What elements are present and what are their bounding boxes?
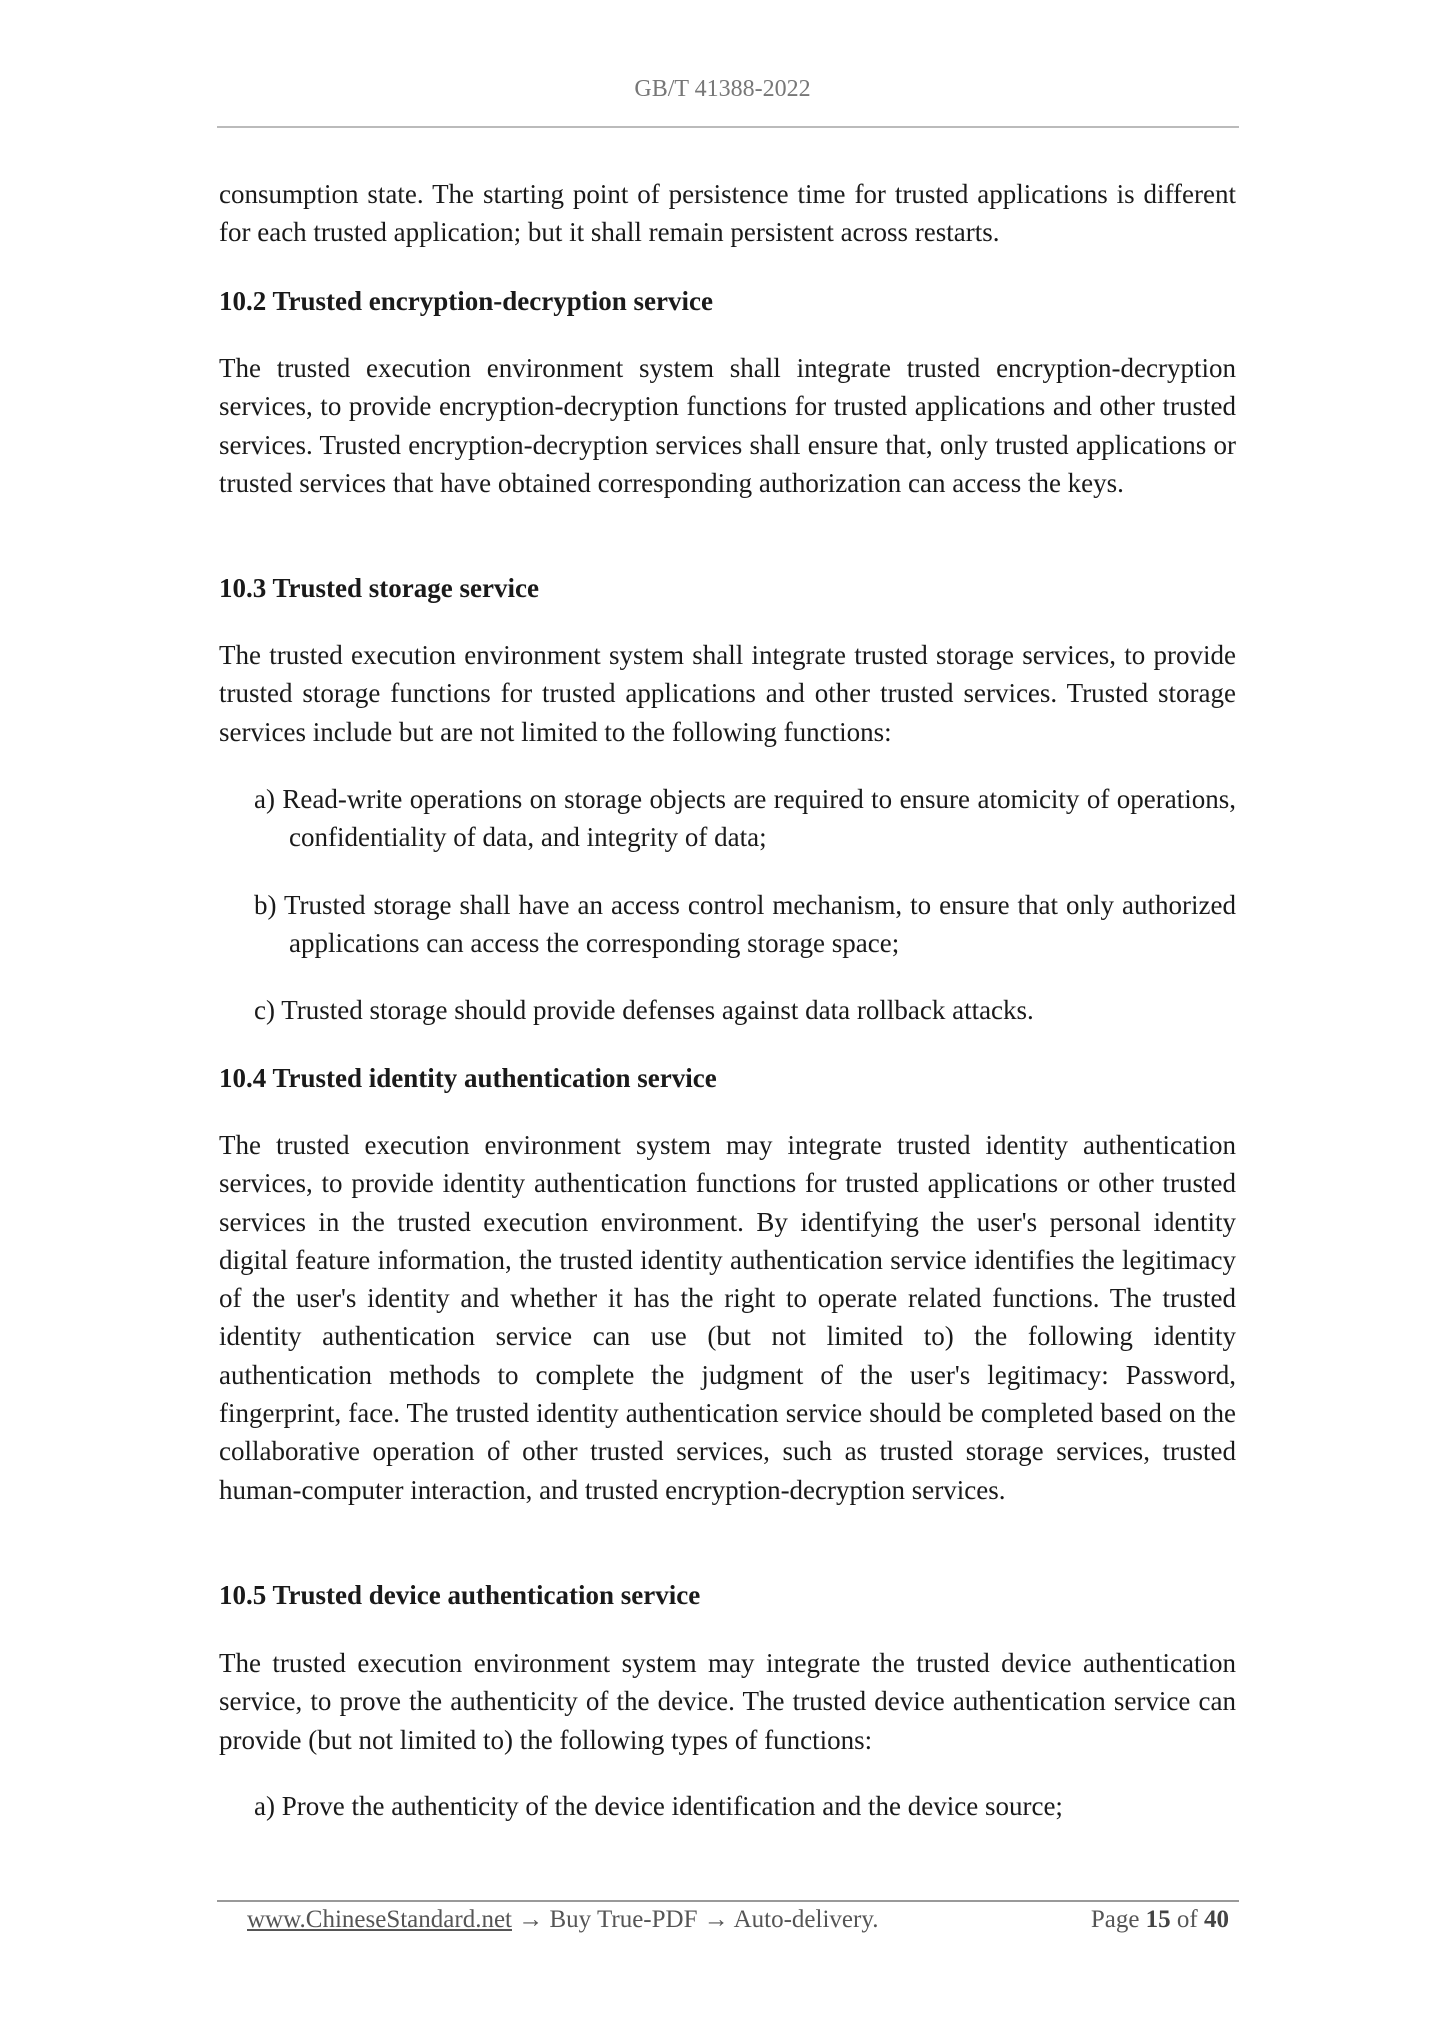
list-item: c) Trusted storage should provide defenses against data rollback attacks. (254, 995, 1034, 1025)
section-10-4-paragraph: The trusted execution environment system may integrate trusted identity authentication services, to provide identity authentication functions for trusted applications or other trusted services in the trusted execution environment. By identifying the user's personal identity digital feature information, the trusted identity authentication service identifies the legitimacy of the user's identity and whether it has the right to operate related functions. The trusted identity authentication service can use (but not limited to) the following identity authentication methods to complete the judgment of the user's legitimacy: Password, fingerprint, face. The trusted identity authentication service should be completed based on the collaborative operation of other trusted services, such as trusted storage services, trusted human-computer interaction, and trusted encryption-decryption services. (219, 1130, 1236, 1505)
arrow-right-icon: → (518, 1906, 544, 1933)
list-item: a) Read-write operations on storage objects are required to ensure atomicity of operations, confidentiality of data, and integrity of data; (254, 784, 1236, 853)
list-item: b) Trusted storage shall have an access control mechanism, to ensure that only authorized applications can access the corresponding storage space; (254, 890, 1236, 959)
intro-paragraph: consumption state. The starting point of persistence time for trusted applications is different for each trusted application; but it shall remain persistent across restarts. (219, 179, 1236, 248)
footer-divider (217, 1900, 1239, 1902)
section-10-5-heading: 10.5 Trusted device authentication service (219, 1580, 701, 1610)
section-10-3-heading: 10.3 Trusted storage service (219, 573, 539, 603)
current-page: 15 (1145, 1906, 1171, 1933)
buy-text: Buy True-PDF (549, 1906, 698, 1933)
section-10-4-heading: 10.4 Trusted identity authentication service (219, 1063, 717, 1093)
page-label: Page (1090, 1906, 1140, 1933)
section-10-2-heading: 10.2 Trusted encryption-decryption service (219, 286, 713, 316)
section-10-2-paragraph: The trusted execution environment system shall integrate trusted encryption-decryption services, to provide encryption-decryption functions for trusted applications and other trusted services. Trusted encryption-decryption services shall ensure that, only trusted applications or trusted services that have obtained corresponding authorization can access the keys. (219, 353, 1236, 498)
website-link[interactable]: www.ChineseStandard.net (247, 1906, 512, 1933)
page-footer (247, 1906, 1229, 1934)
delivery-text: Auto-delivery. (733, 1906, 879, 1933)
arrow-right-icon: → (703, 1906, 729, 1933)
of-label: of (1176, 1906, 1198, 1933)
list-item: a) Prove the authenticity of the device identification and the device source; (254, 1791, 1063, 1821)
document-id-header: GB/T 41388-2022 (634, 76, 811, 102)
total-pages: 40 (1204, 1906, 1229, 1933)
page-number (1091, 1906, 1229, 1934)
header-divider (217, 126, 1239, 128)
section-10-5-paragraph: The trusted execution environment system may integrate the trusted device authentication service, to prove the authenticity of the device. The trusted device authentication service can provide (but not limited to) the following types of functions: (219, 1648, 1236, 1755)
section-10-3-paragraph: The trusted execution environment system shall integrate trusted storage services, to provide trusted storage functions for trusted applications and other trusted services. Trusted storage services include but are not limited to the following functions: (219, 640, 1236, 747)
